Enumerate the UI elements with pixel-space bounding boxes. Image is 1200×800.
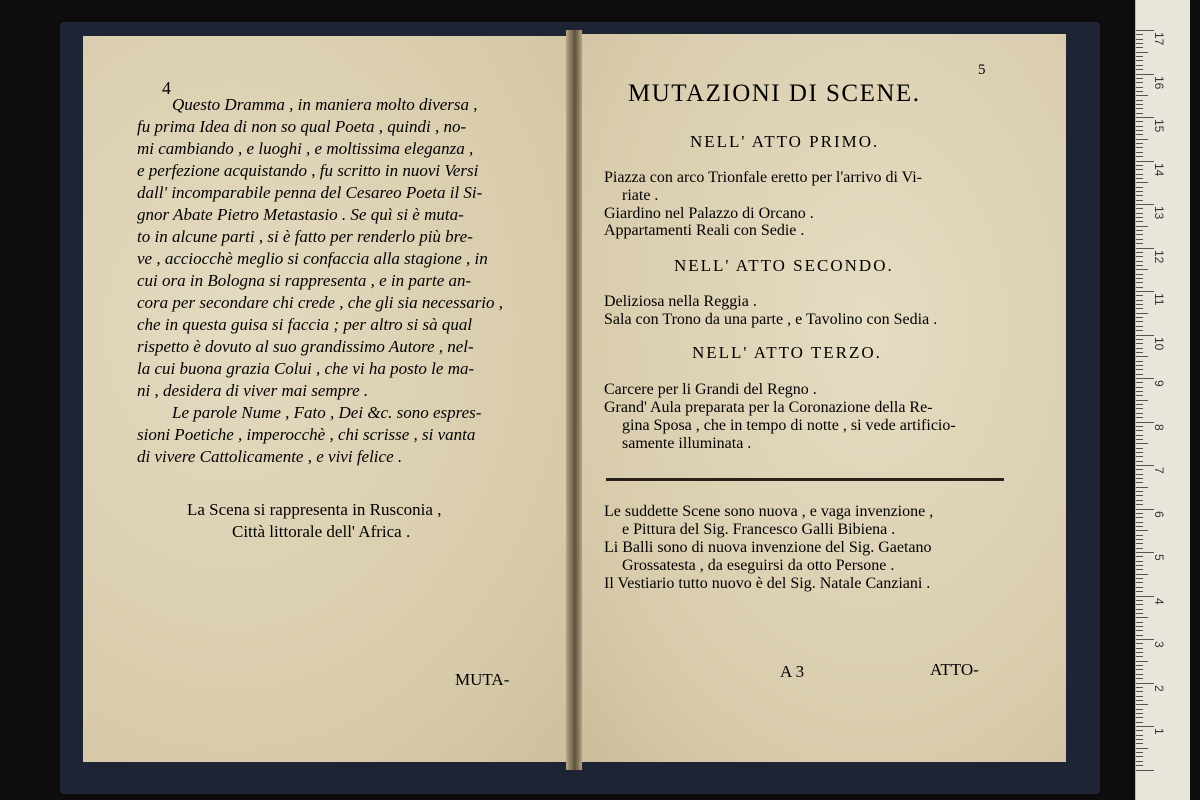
ruler-number: 16: [1152, 75, 1166, 89]
ruler-tick: [1136, 369, 1143, 370]
ruler-tick: [1136, 504, 1143, 505]
ruler-number: 5: [1152, 554, 1166, 561]
ruler-tick: [1136, 561, 1143, 562]
ruler-tick: [1136, 174, 1143, 175]
ruler-tick: [1136, 352, 1143, 353]
ruler-tick: [1136, 656, 1143, 657]
right-page-number: 5: [978, 62, 986, 78]
scene-item: Appartamenti Reali con Sedie .: [604, 222, 805, 239]
ruler-tick: [1136, 635, 1143, 636]
ruler-tick: [1136, 687, 1143, 688]
ruler-tick: [1136, 630, 1143, 631]
ruler-tick: [1136, 578, 1143, 579]
ruler-tick: [1136, 756, 1143, 757]
ruler-tick: [1136, 374, 1143, 375]
ruler-tick: [1136, 722, 1143, 723]
ruler-tick: [1136, 278, 1143, 279]
ruler-tick: [1136, 543, 1143, 544]
scene-item: Giardino nel Palazzo di Orcano .: [604, 205, 814, 222]
ruler-tick: [1136, 243, 1143, 244]
ruler-tick: [1136, 404, 1143, 405]
ruler-tick: [1136, 395, 1143, 396]
ruler-number: 10: [1152, 336, 1166, 350]
ruler-tick: [1136, 300, 1143, 301]
ruler-tick: [1136, 717, 1143, 718]
ruler-tick: [1136, 161, 1154, 162]
left-page-number: 4: [162, 78, 171, 98]
ruler-tick: [1136, 435, 1143, 436]
ruler-tick: [1136, 39, 1143, 40]
ruler-tick: [1136, 626, 1143, 627]
ruler-tick: [1136, 552, 1154, 553]
left-line: gnor Abate Pietro Metastasio . Se quì si è muta-: [137, 205, 464, 224]
ruler-tick: [1136, 539, 1143, 540]
ruler-tick: [1136, 117, 1154, 118]
ruler-number: 11: [1152, 293, 1166, 306]
ruler-number: 4: [1152, 597, 1166, 605]
ruler-number: 3: [1152, 641, 1166, 648]
ruler-tick: [1136, 143, 1143, 144]
ruler-tick: [1136, 448, 1143, 449]
ruler-tick: [1136, 152, 1143, 153]
ruler-tick: [1136, 248, 1154, 249]
ruler-tick: [1136, 469, 1143, 470]
left-line: ve , acciocchè meglio si confaccia alla stagione , in: [137, 249, 488, 268]
ruler-number: 12: [1152, 249, 1166, 263]
ruler-tick: [1136, 121, 1143, 122]
ruler-number: 8: [1152, 423, 1166, 431]
act-three-heading: NELL' ATTO TERZO.: [692, 343, 882, 362]
right-catchword: ATTO-: [930, 660, 979, 679]
ruler-tick: [1136, 661, 1148, 662]
ruler-tick: [1136, 735, 1143, 736]
scene-item: Sala con Trono da una parte , e Tavolino con Sedia .: [604, 311, 938, 328]
ruler-tick: [1136, 326, 1143, 327]
ruler-tick: [1136, 256, 1143, 257]
ruler-tick: [1136, 461, 1143, 462]
ruler-tick: [1136, 134, 1143, 135]
ruler-tick: [1136, 47, 1143, 48]
ruler-tick: [1136, 200, 1143, 201]
ruler-tick: [1136, 130, 1143, 131]
ruler-number: 1: [1152, 728, 1166, 735]
ruler-tick: [1136, 304, 1143, 305]
ruler-tick: [1136, 269, 1148, 270]
ruler-tick: [1136, 139, 1148, 140]
left-line: Questo Dramma , in maniera molto diversa ,: [172, 95, 478, 114]
ruler-tick: [1136, 74, 1154, 75]
ruler-tick: [1136, 265, 1143, 266]
ruler-tick: [1136, 52, 1148, 53]
credits-line: Grossatesta , da eseguirsi da otto Persone .: [622, 557, 895, 574]
ruler-tick: [1136, 182, 1148, 183]
ruler-tick: [1136, 234, 1143, 235]
ruler-tick: [1136, 569, 1143, 570]
ruler-tick: [1136, 56, 1143, 57]
ruler-number: 2: [1152, 684, 1166, 692]
ruler-tick: [1136, 339, 1143, 340]
ruler-tick: [1136, 400, 1148, 401]
ruler-tick: [1136, 108, 1143, 109]
scene-item: Carcere per li Grandi del Regno .: [604, 381, 817, 398]
scene-item: riate .: [622, 187, 659, 204]
ruler-tick: [1136, 413, 1143, 414]
ruler-tick: [1136, 252, 1143, 253]
ruler-tick: [1136, 43, 1143, 44]
scene-location-line-1: La Scena si rappresenta in Rusconia ,: [187, 500, 442, 519]
credits-line: e Pittura del Sig. Francesco Galli Bibiena .: [622, 521, 896, 538]
ruler-tick: [1136, 126, 1143, 127]
ruler-tick: [1136, 335, 1154, 336]
left-line: cui ora in Bologna si rappresenta , e in parte an-: [137, 271, 472, 290]
ruler-tick: [1136, 683, 1154, 684]
ruler-tick: [1136, 726, 1154, 727]
ruler-tick: [1136, 204, 1154, 205]
ruler-tick: [1136, 365, 1143, 366]
ruler-tick: [1136, 60, 1143, 61]
act-one-heading: NELL' ATTO PRIMO.: [690, 132, 880, 151]
ruler-tick: [1136, 378, 1154, 379]
act-two-heading: NELL' ATTO SECONDO.: [674, 256, 894, 275]
ruler-tick: [1136, 426, 1143, 427]
ruler-tick: [1136, 178, 1143, 179]
ruler-tick: [1136, 696, 1143, 697]
ruler-tick: [1136, 613, 1143, 614]
ruler-tick: [1136, 748, 1148, 749]
left-line: di vivere Cattolicamente , e vivi felice .: [137, 447, 403, 466]
ruler-tick: [1136, 587, 1143, 588]
ruler-number: 17: [1152, 32, 1166, 46]
ruler-tick: [1136, 100, 1143, 101]
page-title: MUTAZIONI DI SCENE.: [628, 80, 921, 107]
ruler-tick: [1136, 513, 1143, 514]
credits-line: Li Balli sono di nuova invenzione del Sig. Gaetano: [604, 539, 932, 556]
ruler-tick: [1136, 295, 1143, 296]
ruler-tick: [1136, 95, 1148, 96]
ruler-number: 6: [1152, 510, 1166, 518]
ruler-number: 7: [1152, 467, 1166, 474]
ruler-tick: [1136, 191, 1143, 192]
ruler-tick: [1136, 82, 1143, 83]
left-line: sioni Poetiche , imperocchè , chi scrisse , si vanta: [137, 425, 476, 444]
ruler-tick: [1136, 517, 1143, 518]
scene-item: gina Sposa , che in tempo di notte , si vede artificio-: [622, 417, 956, 434]
ruler-tick: [1136, 69, 1143, 70]
ruler-tick: [1136, 408, 1143, 409]
measurement-ruler: [1135, 0, 1190, 800]
ruler-tick: [1136, 391, 1143, 392]
ruler-tick: [1136, 382, 1143, 383]
ruler-tick: [1136, 482, 1143, 483]
ruler-tick: [1136, 274, 1143, 275]
ruler-tick: [1136, 308, 1143, 309]
left-line: to in alcune parti , si è fatto per renderlo più bre-: [137, 227, 473, 246]
ruler-tick: [1136, 752, 1143, 753]
credits-line: Il Vestiario tutto nuovo è del Sig. Natale Canziani .: [604, 575, 931, 592]
ruler-tick: [1136, 417, 1143, 418]
ruler-tick: [1136, 226, 1148, 227]
left-line: dall' incomparabile penna del Cesareo Poeta il Si-: [137, 183, 483, 202]
ruler-tick: [1136, 648, 1143, 649]
ruler-tick: [1136, 65, 1143, 66]
ruler-tick: [1136, 730, 1143, 731]
section-divider: [606, 478, 1004, 481]
ruler-tick: [1136, 704, 1148, 705]
ruler-tick: [1136, 30, 1154, 31]
ruler-tick: [1136, 617, 1148, 618]
ruler-tick: [1136, 156, 1143, 157]
ruler-tick: [1136, 430, 1143, 431]
ruler-tick: [1136, 187, 1143, 188]
ruler-tick: [1136, 669, 1143, 670]
ruler-tick: [1136, 500, 1143, 501]
left-line: cora per secondare chi crede , che gli sia necessario ,: [137, 293, 504, 312]
ruler-tick: [1136, 713, 1143, 714]
ruler-tick: [1136, 565, 1143, 566]
ruler-tick: [1136, 87, 1143, 88]
ruler-tick: [1136, 643, 1143, 644]
ruler-tick: [1136, 639, 1154, 640]
ruler-tick: [1136, 78, 1143, 79]
ruler-tick: [1136, 770, 1154, 771]
left-line: mi cambiando , e luoghi , e moltissima eleganza ,: [137, 139, 474, 158]
ruler-tick: [1136, 439, 1143, 440]
left-line: e perfezione acquistando , fu scritto in nuovi Versi: [137, 161, 479, 180]
ruler-tick: [1136, 761, 1143, 762]
ruler-tick: [1136, 452, 1143, 453]
ruler-tick: [1136, 487, 1148, 488]
ruler-number: 15: [1152, 119, 1166, 133]
ruler-tick: [1136, 765, 1143, 766]
ruler-tick: [1136, 213, 1143, 214]
ruler-tick: [1136, 548, 1143, 549]
scene-item: Deliziosa nella Reggia .: [604, 293, 757, 310]
ruler-tick: [1136, 387, 1143, 388]
ruler-tick: [1136, 217, 1143, 218]
ruler-tick: [1136, 600, 1143, 601]
ruler-tick: [1136, 665, 1143, 666]
ruler-tick: [1136, 287, 1143, 288]
ruler-tick: [1136, 361, 1143, 362]
ruler-tick: [1136, 291, 1154, 292]
ruler-tick: [1136, 535, 1143, 536]
ruler-tick: [1136, 739, 1143, 740]
scene-item: Piazza con arco Trionfale eretto per l'arrivo di Vi-: [604, 169, 922, 186]
ruler-tick: [1136, 230, 1143, 231]
ruler-tick: [1136, 530, 1148, 531]
ruler-tick: [1136, 652, 1143, 653]
ruler-tick: [1136, 700, 1143, 701]
ruler-tick: [1136, 261, 1143, 262]
left-line: la cui buona grazia Colui , che vi ha posto le ma-: [137, 359, 475, 378]
left-catchword: MUTA-: [455, 670, 510, 689]
ruler-tick: [1136, 556, 1143, 557]
ruler-tick: [1136, 522, 1143, 523]
left-line: che in questa guisa si faccia ; per altro si sà qual: [137, 315, 473, 334]
ruler-tick: [1136, 443, 1148, 444]
ruler-tick: [1136, 609, 1143, 610]
ruler-tick: [1136, 321, 1143, 322]
ruler-tick: [1136, 582, 1143, 583]
ruler-number: 13: [1152, 206, 1166, 220]
scene-item: samente illuminata .: [622, 435, 752, 452]
ruler-tick: [1136, 674, 1143, 675]
left-line: Le parole Nume , Fato , Dei &c. sono espres-: [172, 403, 482, 422]
ruler-tick: [1136, 591, 1143, 592]
ruler-tick: [1136, 221, 1143, 222]
ruler-tick: [1136, 104, 1143, 105]
ruler-tick: [1136, 422, 1154, 423]
ruler-tick: [1136, 604, 1143, 605]
ruler-tick: [1136, 239, 1143, 240]
scene-item: Grand' Aula preparata per la Coronazione della Re-: [604, 399, 933, 416]
ruler-tick: [1136, 34, 1143, 35]
ruler-tick: [1136, 678, 1143, 679]
ruler-tick: [1136, 456, 1143, 457]
scene-location-line-2: Città littorale dell' Africa .: [232, 522, 411, 541]
ruler-tick: [1136, 282, 1143, 283]
ruler-tick: [1136, 743, 1143, 744]
ruler-tick: [1136, 113, 1143, 114]
ruler-tick: [1136, 574, 1148, 575]
left-line: fu prima Idea di non so qual Poeta , quindi , no-: [137, 117, 467, 136]
ruler-tick: [1136, 478, 1143, 479]
ruler-tick: [1136, 709, 1143, 710]
ruler-number: 9: [1152, 380, 1166, 387]
ruler-tick: [1136, 691, 1143, 692]
book-gutter: [566, 30, 582, 770]
ruler-tick: [1136, 491, 1143, 492]
ruler-tick: [1136, 348, 1143, 349]
ruler-tick: [1136, 165, 1143, 166]
ruler-tick: [1136, 317, 1143, 318]
credits-line: Le suddette Scene sono nuova , e vaga invenzione ,: [604, 503, 934, 520]
ruler-tick: [1136, 91, 1143, 92]
ruler-tick: [1136, 622, 1143, 623]
ruler-tick: [1136, 208, 1143, 209]
ruler-tick: [1136, 495, 1143, 496]
left-line: rispetto è dovuto al suo grandissimo Autore , nel-: [137, 337, 474, 356]
ruler-number: 14: [1152, 162, 1166, 176]
ruler-tick: [1136, 169, 1143, 170]
signature-mark: A 3: [780, 662, 805, 681]
ruler-tick: [1136, 195, 1143, 196]
ruler-tick: [1136, 474, 1143, 475]
ruler-tick: [1136, 526, 1143, 527]
ruler-tick: [1136, 356, 1148, 357]
ruler-tick: [1136, 465, 1154, 466]
ruler-tick: [1136, 313, 1148, 314]
ruler-tick: [1136, 509, 1154, 510]
ruler-tick: [1136, 330, 1143, 331]
ruler-tick: [1136, 343, 1143, 344]
ruler-tick: [1136, 147, 1143, 148]
ruler-tick: [1136, 596, 1154, 597]
left-line: ni , desidera di viver mai sempre .: [137, 381, 369, 400]
